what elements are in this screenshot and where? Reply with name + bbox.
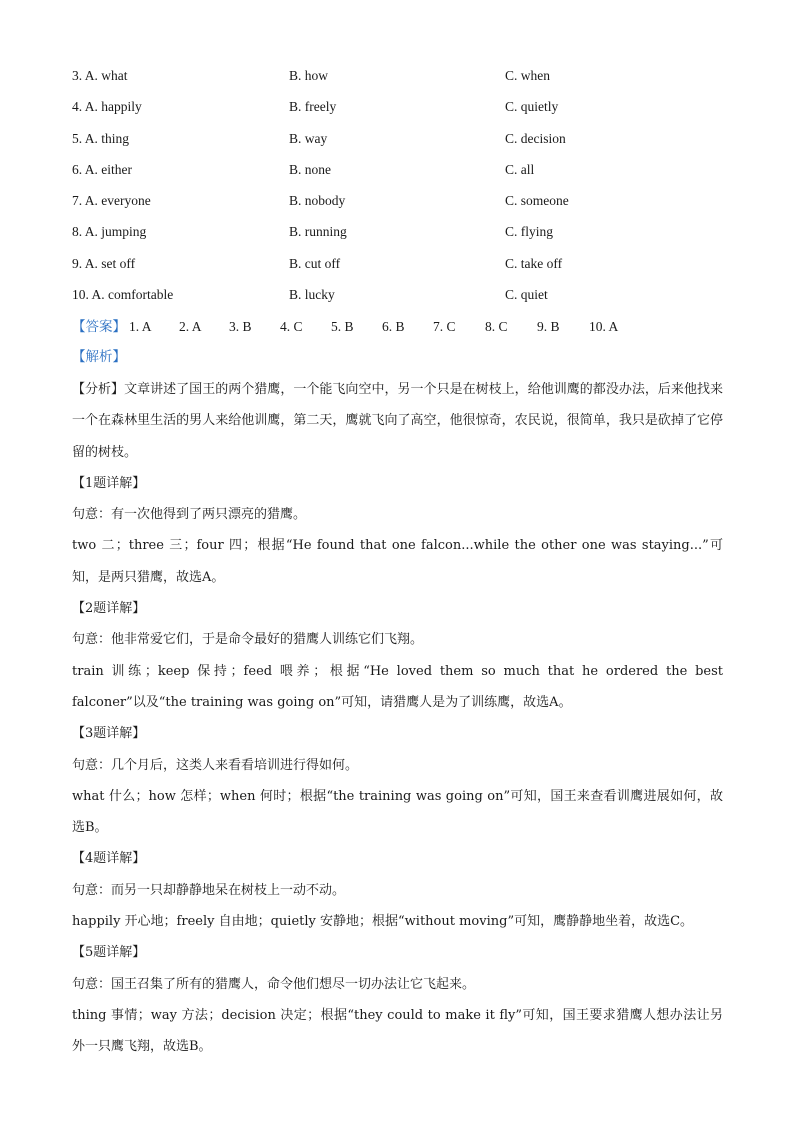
option-row — [72, 158, 732, 189]
option-c: C. quiet — [505, 287, 548, 303]
option-c: C. all — [505, 161, 535, 177]
option-c: C. quietly — [505, 99, 559, 115]
option-a: 3. A. what — [72, 68, 128, 83]
detail-title: 【1题详解】 — [72, 475, 146, 491]
detail-explain: happily 开心地；freely 自由地；quietly 安静地；根据“without moving”可知，鹰静静地坐着，故选C。 — [72, 914, 694, 930]
option-b: B. how — [289, 68, 329, 83]
option-row — [72, 95, 732, 126]
detail-title: 【5题详解】 — [72, 945, 146, 961]
option-c: C. take off — [505, 255, 563, 271]
option-a: 5. A. thing — [72, 130, 130, 146]
detail-explain: what 什么；how 怎样；when 何时；根据“the training was going on”可知，国王来查看训鹰进展如何，故选B。 — [72, 788, 723, 836]
option-c: C. someone — [505, 193, 569, 209]
detail-meaning: 句意：他非常爱它们，于是命令最好的猎鹰人训练它们飞翔。 — [72, 632, 424, 648]
option-c: C. decision — [505, 130, 566, 146]
detail-meaning: 句意：国王召集了所有的猎鹰人，命令他们想尽一切办法让它飞起来。 — [72, 976, 476, 992]
option-c: C. flying — [505, 224, 554, 240]
answer-item: 4. C — [280, 319, 303, 334]
option-row — [72, 127, 732, 158]
answer-item: 5. B — [331, 319, 354, 334]
detail-explain: thing 事情；way 方法；decision 决定；根据“they could to make it fly”可知，国王要求猎鹰人想办法让另外一只鹰飞翔，故选B。 — [72, 1007, 723, 1055]
detail-explain: train 训练；keep 保持；feed 喂养；根据“He loved them so much that he ordered the best falconer”以及“the training was going on”可知，请猎鹰人是为了训练鹰，故选A。 — [72, 663, 723, 710]
detail-title: 【2题详解】 — [72, 601, 146, 617]
option-a: 7. A. everyone — [72, 193, 151, 209]
answer-item: 10. A — [589, 319, 619, 334]
answer-key — [72, 315, 732, 339]
answer-item: 1. A — [129, 319, 152, 334]
summary-paragraph: 【分析】文章讲述了国王的两个猎鹰，一个能飞向空中，另一个只是在树枝上，给他训鹰的都没办法，后来他找来一个在森林里生活的男人来给他训鹰，第二天，鹰就飞向了高空，他很惊奇，农民说，很简单，我只是砍掉了它停留的树枝。 — [72, 382, 723, 460]
option-a: 4. A. happily — [72, 99, 142, 115]
detail-title: 【3题详解】 — [72, 726, 146, 742]
option-a: 10. A. comfortable — [72, 287, 174, 303]
analysis-label: 【解析】 — [72, 349, 126, 364]
option-b: B. way — [289, 130, 328, 146]
option-a: 9. A. set off — [72, 255, 136, 271]
option-c: C. when — [505, 68, 550, 83]
detail-title: 【4题详解】 — [72, 851, 146, 867]
option-row — [72, 220, 732, 251]
detail-explain: two 二；three 三；four 四；根据“He found that one falcon...while the other one was staying...”可知，是两只猎鹰，故选A。 — [72, 538, 723, 585]
option-row — [72, 283, 732, 314]
option-row — [72, 252, 732, 283]
answer-item: 2. A — [179, 319, 202, 334]
answer-item: 9. B — [537, 319, 560, 334]
detail-meaning: 句意：几个月后，这类人来看看培训进行得如何。 — [72, 757, 359, 773]
option-table — [72, 64, 732, 314]
answer-item: 3. B — [229, 319, 252, 334]
option-b: B. cut off — [289, 255, 341, 271]
detail-meaning: 句意：而另一只却静静地呆在树枝上一动不动。 — [72, 882, 346, 898]
option-b: B. none — [289, 161, 331, 177]
answer-label: 【答案】 — [72, 319, 126, 334]
option-b: B. nobody — [289, 193, 346, 209]
option-b: B. freely — [289, 99, 337, 115]
option-b: B. running — [289, 224, 347, 240]
answer-item: 6. B — [382, 319, 405, 334]
option-row — [72, 189, 732, 220]
answer-item: 7. C — [433, 319, 456, 334]
option-a: 6. A. either — [72, 161, 132, 177]
option-a: 8. A. jumping — [72, 224, 147, 240]
option-row — [72, 64, 732, 95]
analysis-body — [72, 374, 723, 1063]
answer-item: 8. C — [485, 319, 508, 334]
option-b: B. lucky — [289, 287, 335, 303]
detail-meaning: 句意：有一次他得到了两只漂亮的猎鹰。 — [72, 507, 307, 523]
